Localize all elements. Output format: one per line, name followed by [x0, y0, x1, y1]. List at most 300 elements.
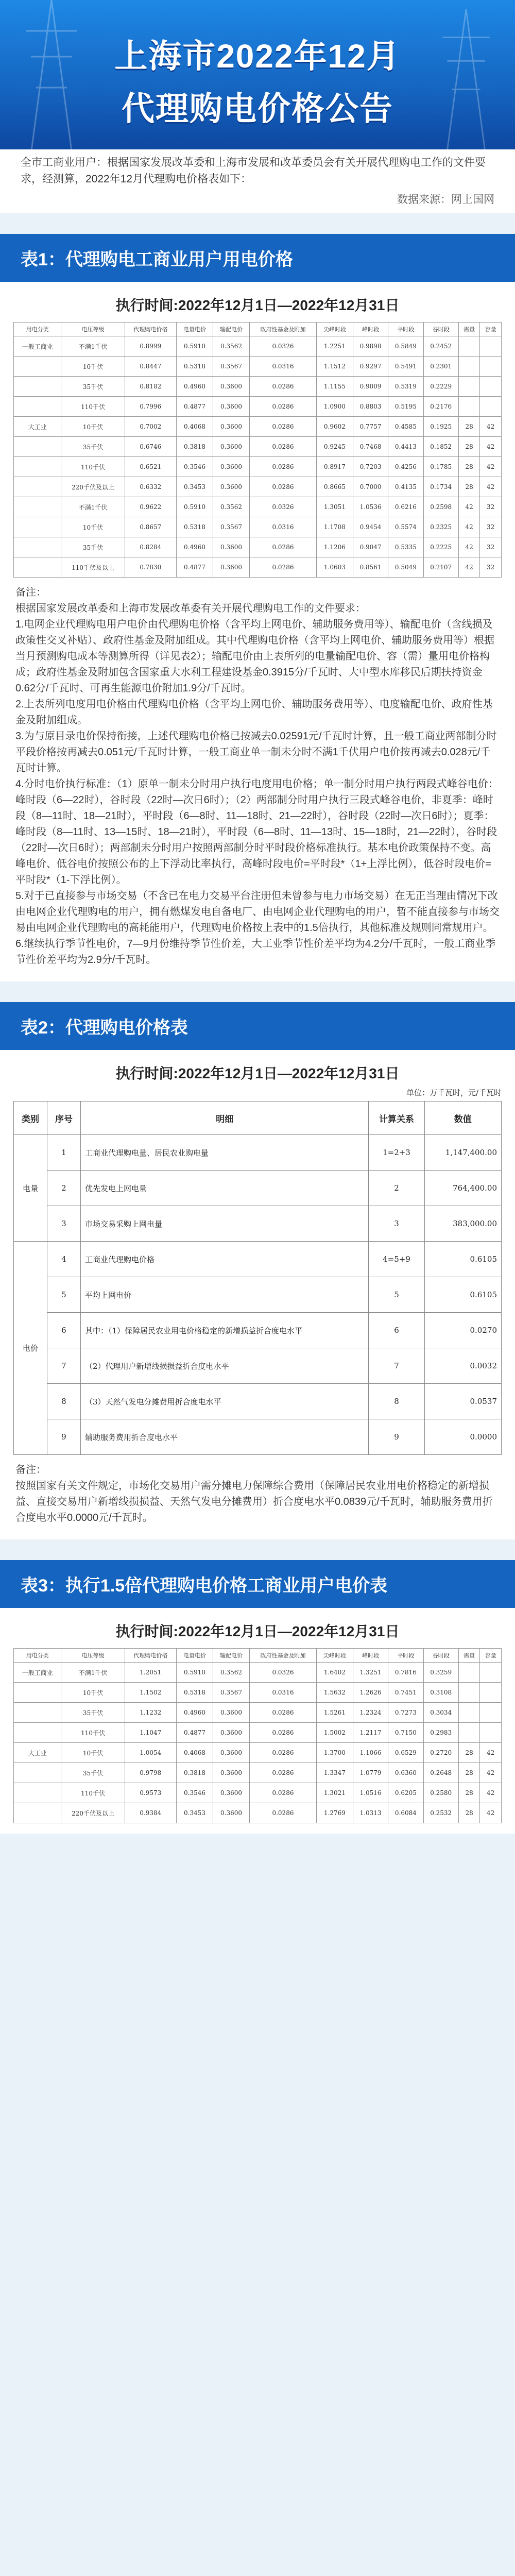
table2-heading: 表2：代理购电价格表: [0, 1002, 515, 1050]
table-cell: 42: [458, 497, 480, 517]
table-cell: 0.3600: [213, 1783, 250, 1803]
table-cell: 28: [458, 1803, 480, 1823]
column-header: 输配电价: [213, 323, 250, 336]
table-cell: 6: [47, 1313, 80, 1348]
column-header: 容量: [480, 1649, 502, 1663]
table-cell: 32: [480, 517, 502, 537]
table-cell: 0.0286: [250, 457, 317, 477]
table-cell: [14, 1683, 61, 1703]
table-cell: 0.6521: [125, 457, 176, 477]
column-header: 代理购电价格: [125, 1649, 176, 1663]
table-cell: 10千伏: [61, 357, 125, 377]
table-cell: 0.2720: [423, 1743, 458, 1763]
table-row: [14, 437, 502, 457]
table2-unit: 单位：万千瓦时，元/千瓦时: [406, 1088, 502, 1097]
table-cell: 0.7816: [388, 1663, 423, 1683]
table-cell: 28: [458, 1783, 480, 1803]
column-header: 明细: [80, 1101, 368, 1135]
table-cell: 0.5910: [177, 336, 213, 357]
table-cell: 110千伏: [61, 1723, 125, 1743]
table-cell: 0.5849: [388, 336, 423, 357]
table-row: [14, 1242, 502, 1277]
table-row: [14, 417, 502, 437]
table-row: [14, 457, 502, 477]
table-cell: 1.1232: [125, 1703, 176, 1723]
table-cell: 42: [480, 1763, 502, 1783]
table-cell: 0.4877: [177, 1723, 213, 1743]
table-row: [14, 477, 502, 497]
table-cell: 1.0900: [316, 397, 353, 417]
table-cell: 0.5335: [388, 537, 423, 557]
table-cell: 0.3600: [213, 457, 250, 477]
column-header: 代理购电价格: [125, 323, 176, 336]
table-cell: 42: [480, 437, 502, 457]
table-cell: 0.2580: [423, 1783, 458, 1803]
table-cell: 0.5910: [177, 497, 213, 517]
table-cell: 大工业: [14, 417, 61, 437]
table-cell: [480, 377, 502, 397]
table-cell: 1.0536: [353, 497, 388, 517]
table-cell: [480, 1683, 502, 1703]
table-row: [14, 517, 502, 537]
table-row: [14, 1743, 502, 1763]
table-cell: 0.6105: [424, 1242, 501, 1277]
table-cell: [480, 1723, 502, 1743]
table-cell: [480, 1663, 502, 1683]
table-cell: 0.8917: [316, 457, 353, 477]
table-cell: 1.0516: [353, 1783, 388, 1803]
table-cell: [458, 1723, 480, 1743]
table-cell: 0.6105: [424, 1277, 501, 1313]
table-row: [14, 1783, 502, 1803]
table-cell: 35千伏: [61, 1703, 125, 1723]
table-cell: 0.5318: [177, 517, 213, 537]
table-cell: 0.0326: [250, 336, 317, 357]
table-cell: 0.0316: [250, 1683, 317, 1703]
table2-notes: [13, 1455, 502, 1529]
table-cell: 28: [458, 1743, 480, 1763]
column-header: 电压等级: [61, 323, 125, 336]
table-cell: 0.9245: [316, 437, 353, 457]
table-cell: 42: [480, 417, 502, 437]
table-cell: 0.3600: [213, 437, 250, 457]
table-cell: 0.9798: [125, 1763, 176, 1783]
intro-text: 全市工商业用户：根据国家发展改革委和上海市发展和改革委员会有关开展代理购电工作的文件要求，经测算，2022年12月代理购电价格表如下：: [21, 157, 486, 185]
table-cell: 1: [47, 1135, 80, 1171]
table-cell: 42: [480, 1743, 502, 1763]
column-header: 政府性基金及附加: [250, 323, 317, 336]
table-cell: 0.5049: [388, 557, 423, 578]
table-cell: 4=5+9: [369, 1242, 424, 1277]
table-cell: 1.2324: [353, 1703, 388, 1723]
table-cell: [14, 437, 61, 457]
table-cell: 1.1512: [316, 357, 353, 377]
table-cell: 1.1155: [316, 377, 353, 397]
table-cell: [458, 1683, 480, 1703]
table-row: [14, 1384, 502, 1419]
table-cell: 市场交易采购上网电量: [80, 1206, 368, 1242]
table-cell: 0.7150: [388, 1723, 423, 1743]
table-cell: 0.3818: [177, 437, 213, 457]
table-cell: 2: [47, 1171, 80, 1206]
table-cell: 0.1734: [423, 477, 458, 497]
table-cell: 32: [480, 537, 502, 557]
table-cell: [14, 457, 61, 477]
table-cell: 0.3600: [213, 417, 250, 437]
table-cell: 42: [458, 517, 480, 537]
table-row: [14, 336, 502, 357]
table-cell: 0.9602: [316, 417, 353, 437]
table-cell: 0.3546: [177, 1783, 213, 1803]
table-cell: 0.3562: [213, 497, 250, 517]
table-cell: 一般工商业: [14, 1663, 61, 1683]
table-cell: 32: [480, 557, 502, 578]
table-cell: 0.3600: [213, 1803, 250, 1823]
column-header: 输配电价: [213, 1649, 250, 1663]
table-cell: 0.5491: [388, 357, 423, 377]
table-cell: 0.0326: [250, 1663, 317, 1683]
table-cell: 1.3347: [316, 1763, 353, 1783]
table-cell: 220千伏及以上: [61, 477, 125, 497]
column-header: 尖峰时段: [316, 323, 353, 336]
table-cell: [14, 1803, 61, 1823]
table-cell: 3: [369, 1206, 424, 1242]
group-label: 电量: [14, 1135, 47, 1242]
table-cell: 5: [47, 1277, 80, 1313]
table-cell: 1.3051: [316, 497, 353, 517]
table-cell: 0.7273: [388, 1703, 423, 1723]
table-cell: 0.3567: [213, 517, 250, 537]
table3-heading: 表3：执行1.5倍代理购电价格工商业用户电价表: [0, 1560, 515, 1608]
table-cell: [458, 357, 480, 377]
table-cell: 0.6529: [388, 1743, 423, 1763]
table-cell: 110千伏: [61, 397, 125, 417]
table-row: [14, 537, 502, 557]
table2-exec-time: 执行时间:2022年12月1日—2022年12月31日: [115, 1065, 400, 1081]
table-cell: 0.3034: [423, 1703, 458, 1723]
table-cell: 0.2983: [423, 1723, 458, 1743]
table-cell: 0.2532: [423, 1803, 458, 1823]
table-cell: 0.7000: [353, 477, 388, 497]
table-cell: 9: [47, 1419, 80, 1455]
table3-exec-time: 执行时间:2022年12月1日—2022年12月31日: [115, 1623, 400, 1639]
table-cell: 0.7830: [125, 557, 176, 578]
table-cell: 工商业代理购电价格: [80, 1242, 368, 1277]
table1-exec-time: 执行时间:2022年12月1日—2022年12月31日: [115, 297, 400, 313]
table-cell: 0.4960: [177, 377, 213, 397]
table-cell: 0.2229: [423, 377, 458, 397]
note-line: 3.为与原目录电价保持衔接，上述代理购电价格已按减去0.02591元/千瓦时计算，且一般工商业两部制分时平段价格按再减去0.051元/千瓦时计算，一般工商业单一制未分时不满1千伏用户电价按再减去0.028元/千瓦时计算。: [15, 731, 497, 774]
note-line: 2.上表所列电度用电价格由代理购电价格（含平均上网电价、辅助服务费用等）、电度输配电价、政府性基金及附加组成。: [15, 699, 493, 726]
table-cell: 28: [458, 437, 480, 457]
table-cell: 2: [369, 1171, 424, 1206]
table-row: [14, 497, 502, 517]
table-cell: 0.1785: [423, 457, 458, 477]
table-cell: 764,400.00: [424, 1171, 501, 1206]
table-cell: 0.3600: [213, 557, 250, 578]
table2-grid: [13, 1101, 502, 1455]
table-cell: 35千伏: [61, 377, 125, 397]
table-cell: 0.0286: [250, 537, 317, 557]
table-cell: 1.2626: [353, 1683, 388, 1703]
table-cell: 0.0286: [250, 477, 317, 497]
table-cell: 383,000.00: [424, 1206, 501, 1242]
table-cell: 0.4960: [177, 537, 213, 557]
table-cell: 1.6402: [316, 1663, 353, 1683]
table-cell: 0.8665: [316, 477, 353, 497]
note-line: 5.对于已直接参与市场交易（不含已在电力交易平台注册但未曾参与电力市场交易）在无正当理由情况下改由电网企业代理购电的用户，拥有燃煤发电自备电厂、由电网企业代理购电的用户，暂不能直接参与市场交易由电网企业代理购电的高耗能用户，代理购电价格按上表中的1.5倍执行，其他标准及规则同常规用户。: [15, 890, 500, 934]
table-cell: 0.3600: [213, 1743, 250, 1763]
table-cell: 其中：（1）保障居民农业用电价格稳定的新增损益折合度电水平: [80, 1313, 368, 1348]
table-cell: 0.7468: [353, 437, 388, 457]
table-cell: 工商业代理购电量、居民农业购电量: [80, 1135, 368, 1171]
table-cell: 0.2648: [423, 1763, 458, 1783]
table-row: [14, 377, 502, 397]
table-cell: 0.4135: [388, 477, 423, 497]
table-cell: 0.3546: [177, 457, 213, 477]
table-cell: 7: [47, 1348, 80, 1384]
table-cell: [458, 336, 480, 357]
table-cell: 10千伏: [61, 517, 125, 537]
table-cell: 0.3600: [213, 1703, 250, 1723]
table-cell: 0.8182: [125, 377, 176, 397]
table-cell: 0.6205: [388, 1783, 423, 1803]
table-cell: [14, 517, 61, 537]
table-cell: [480, 357, 502, 377]
table-cell: 辅助服务费用折合度电水平: [80, 1419, 368, 1455]
table-cell: 0.2107: [423, 557, 458, 578]
table-cell: 0.7002: [125, 417, 176, 437]
table-cell: [14, 557, 61, 578]
table-cell: 0.0000: [424, 1419, 501, 1455]
table-cell: 28: [458, 457, 480, 477]
table-cell: 不满1千伏: [61, 497, 125, 517]
table-cell: 0.3259: [423, 1663, 458, 1683]
table-cell: 0.1925: [423, 417, 458, 437]
table-row: [14, 1277, 502, 1313]
column-header: 需量: [458, 1649, 480, 1663]
table-row: [14, 1313, 502, 1348]
table-row: [14, 1723, 502, 1743]
table-cell: 0.9898: [353, 336, 388, 357]
table-cell: 110千伏及以上: [61, 557, 125, 578]
table-cell: [458, 397, 480, 417]
table-row: [14, 357, 502, 377]
table-cell: 42: [458, 537, 480, 557]
table-cell: 0.3818: [177, 1763, 213, 1783]
table-cell: 5: [369, 1277, 424, 1313]
table-cell: [458, 1663, 480, 1683]
table-cell: 28: [458, 1763, 480, 1783]
table-cell: [14, 357, 61, 377]
table-cell: 一般工商业: [14, 336, 61, 357]
table-cell: [14, 377, 61, 397]
table-cell: 32: [480, 497, 502, 517]
table-cell: 0.4960: [177, 1703, 213, 1723]
table-cell: 1=2+3: [369, 1135, 424, 1171]
table-cell: 1.1708: [316, 517, 353, 537]
table-cell: [14, 397, 61, 417]
table-cell: 0.3453: [177, 477, 213, 497]
column-header: 谷时段: [423, 323, 458, 336]
table-cell: 0.9573: [125, 1783, 176, 1803]
table-cell: 0.6216: [388, 497, 423, 517]
table-cell: 0.5195: [388, 397, 423, 417]
table-cell: 1.0313: [353, 1803, 388, 1823]
table-cell: [14, 1783, 61, 1803]
table-cell: 0.3600: [213, 477, 250, 497]
table-cell: （3）天然气发电分摊费用折合度电水平: [80, 1384, 368, 1419]
table-cell: 0.8561: [353, 557, 388, 578]
table-cell: 0.9384: [125, 1803, 176, 1823]
table-cell: 0.2176: [423, 397, 458, 417]
table-cell: 0.8284: [125, 537, 176, 557]
table-cell: 110千伏: [61, 457, 125, 477]
table-cell: [14, 477, 61, 497]
table1-heading: 表1：代理购电工商业用户用电价格: [0, 234, 515, 282]
column-header: 数值: [424, 1101, 501, 1135]
table-cell: 0.0316: [250, 517, 317, 537]
table-cell: 0.9047: [353, 537, 388, 557]
table-cell: [480, 397, 502, 417]
column-header: 平时段: [388, 1649, 423, 1663]
table-cell: 0.0286: [250, 557, 317, 578]
table-cell: 大工业: [14, 1743, 61, 1763]
note-line: 6.继续执行季节性电价，7—9月份维持季节性价差，大工业季节性价差平均为4.2分/千瓦时，一般工商业季节性价差平均为2.9分/千瓦时。: [15, 938, 496, 965]
table-cell: 0.0286: [250, 1783, 317, 1803]
table-cell: 0.4585: [388, 417, 423, 437]
table-cell: 0.7451: [388, 1683, 423, 1703]
table-cell: 0.0286: [250, 1743, 317, 1763]
table-cell: 0.6332: [125, 477, 176, 497]
column-header: 电压等级: [61, 1649, 125, 1663]
table-cell: 8: [47, 1384, 80, 1419]
table-cell: 0.2301: [423, 357, 458, 377]
table-cell: 0.0270: [424, 1313, 501, 1348]
table-cell: 不满1千伏: [61, 336, 125, 357]
table-cell: 0.4413: [388, 437, 423, 457]
table-cell: 1.2051: [125, 1663, 176, 1683]
table-cell: 0.5318: [177, 357, 213, 377]
table-cell: [14, 1763, 61, 1783]
table-row: [14, 1135, 502, 1171]
table-cell: 0.0286: [250, 1803, 317, 1823]
table-row: [14, 1348, 502, 1384]
table-cell: 4: [47, 1242, 80, 1277]
table-cell: 1.2769: [316, 1803, 353, 1823]
table3-section: [0, 1560, 515, 1834]
table-cell: 42: [458, 557, 480, 578]
column-header: 谷时段: [423, 1649, 458, 1663]
column-header: 计算关系: [369, 1101, 424, 1135]
table-cell: 0.9009: [353, 377, 388, 397]
table-cell: [14, 537, 61, 557]
table-cell: 0.5910: [177, 1663, 213, 1683]
table-row: [14, 1663, 502, 1683]
table-cell: 28: [458, 477, 480, 497]
table-cell: 0.7203: [353, 457, 388, 477]
column-header: 类别: [14, 1101, 47, 1135]
table-cell: 1.3700: [316, 1743, 353, 1763]
column-header: 尖峰时段: [316, 1649, 353, 1663]
table-cell: 0.0326: [250, 497, 317, 517]
table-cell: 42: [480, 1783, 502, 1803]
column-header: 电量电价: [177, 1649, 213, 1663]
table-cell: 0.3600: [213, 1763, 250, 1783]
table-cell: 8: [369, 1384, 424, 1419]
table-cell: 0.3600: [213, 537, 250, 557]
table-cell: 0.0316: [250, 357, 317, 377]
table-cell: 0.8803: [353, 397, 388, 417]
column-header: 容量: [480, 323, 502, 336]
table-cell: 1.0054: [125, 1743, 176, 1763]
table-cell: 0.0286: [250, 377, 317, 397]
column-header: 需量: [458, 323, 480, 336]
table-cell: 220千伏及以上: [61, 1803, 125, 1823]
table-row: [14, 1703, 502, 1723]
table-cell: 优先发电上网电量: [80, 1171, 368, 1206]
note-line: 备注：: [15, 587, 46, 598]
table-cell: 6: [369, 1313, 424, 1348]
group-label: 电价: [14, 1242, 47, 1455]
table-cell: [14, 497, 61, 517]
table-cell: 0.3567: [213, 1683, 250, 1703]
table-cell: 1,147,400.00: [424, 1135, 501, 1171]
table-cell: 1.3251: [353, 1663, 388, 1683]
table-cell: 0.0032: [424, 1348, 501, 1384]
table-cell: 1.5632: [316, 1683, 353, 1703]
table-cell: 3: [47, 1206, 80, 1242]
table1-notes: [13, 578, 502, 971]
table-cell: 35千伏: [61, 1763, 125, 1783]
table-cell: 0.4068: [177, 1743, 213, 1763]
table-cell: [458, 377, 480, 397]
note-line: 1.电网企业代理购电用户电价由代理购电价格（含平均上网电价、辅助服务费用等）、输配电价（含线损及政策性交叉补贴）、政府性基金及附加组成。其中代理购电价格（含平均上网电价、辅助服务费用等）根据当月预测购电成本等测算所得（详见表2）；输配电价由上表所列的电量输配电价、容（需）量用电价格构成；政府性基金及附加包含国家重大水利工程建设基金0.3915分/千瓦时、大中型水库移民后期扶持资金0.62分/千瓦时、可再生能源电价附加1.9分/千瓦时。: [15, 619, 494, 694]
table-cell: 42: [480, 457, 502, 477]
table3-grid: [13, 1648, 502, 1823]
table-cell: 0.1852: [423, 437, 458, 457]
table-cell: 0.3108: [423, 1683, 458, 1703]
table-cell: 0.0286: [250, 1763, 317, 1783]
table-cell: 0.2452: [423, 336, 458, 357]
table-cell: 0.7996: [125, 397, 176, 417]
table-cell: 0.2598: [423, 497, 458, 517]
table-cell: （2）代理用户新增线损损益折合度电水平: [80, 1348, 368, 1384]
table-cell: 0.0537: [424, 1384, 501, 1419]
table-cell: 0.3600: [213, 1723, 250, 1743]
intro-section: [0, 149, 515, 213]
table-cell: 1.0779: [353, 1763, 388, 1783]
table-cell: 0.0286: [250, 397, 317, 417]
table-row: [14, 397, 502, 417]
column-header: 峰时段: [353, 1649, 388, 1663]
table-cell: [14, 1703, 61, 1723]
table-cell: 10千伏: [61, 417, 125, 437]
table-cell: [458, 1703, 480, 1723]
table-cell: 0.5318: [177, 1683, 213, 1703]
table-cell: 0.3567: [213, 357, 250, 377]
table-cell: 0.5574: [388, 517, 423, 537]
table2-section: [0, 1002, 515, 1539]
table-cell: 0.0286: [250, 417, 317, 437]
note-line: 备注：: [15, 1464, 46, 1476]
table-cell: 1.0603: [316, 557, 353, 578]
table-cell: 0.9622: [125, 497, 176, 517]
table-cell: 不满1千伏: [61, 1663, 125, 1683]
table-cell: 1.1206: [316, 537, 353, 557]
table-cell: 0.6360: [388, 1763, 423, 1783]
table-row: [14, 1171, 502, 1206]
